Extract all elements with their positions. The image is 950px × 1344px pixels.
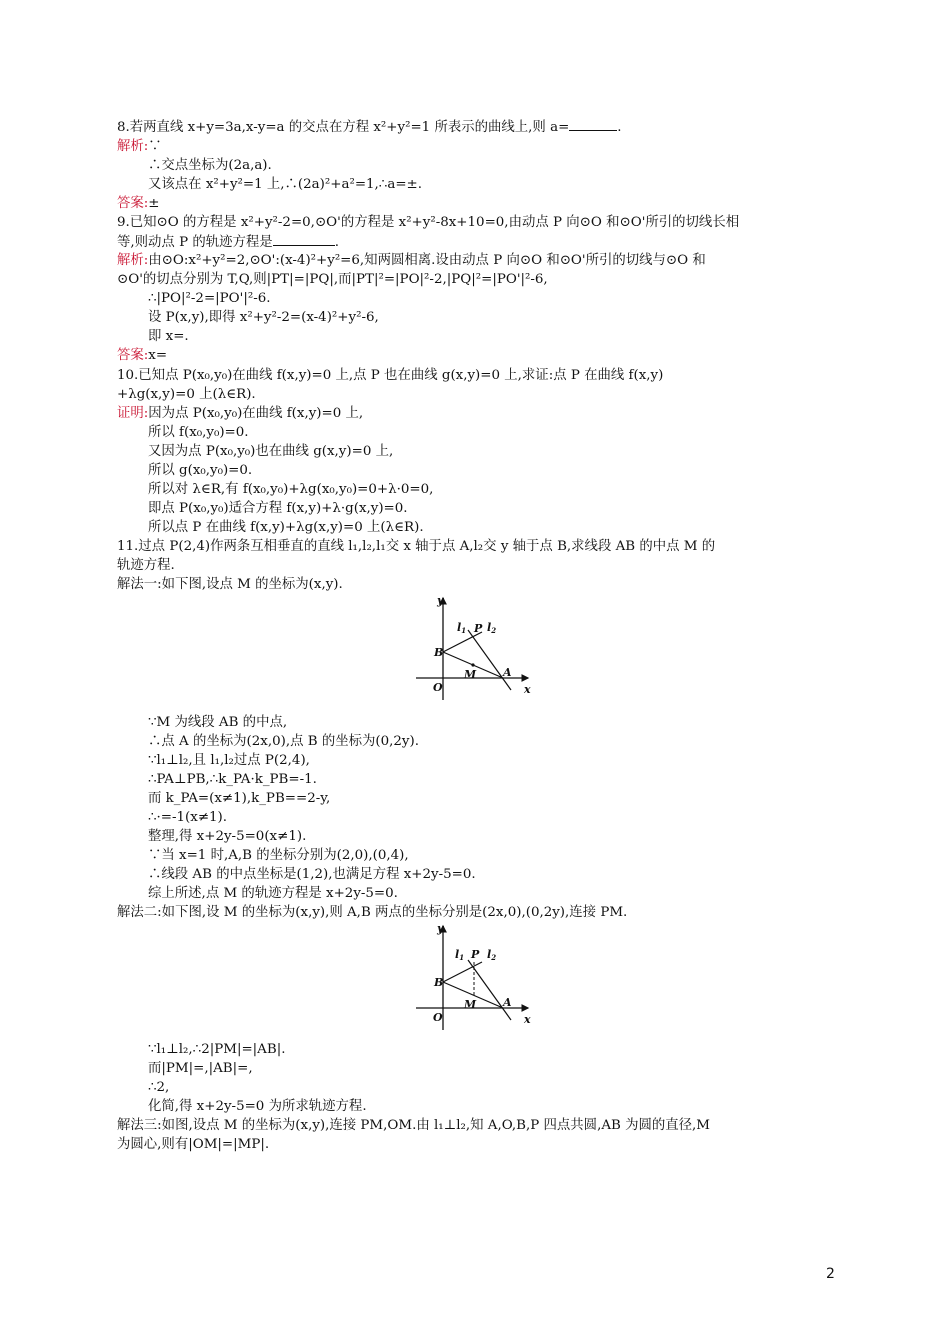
line-text: ∴PA⊥PB,∴k_PA·k_PB=-1. xyxy=(148,772,317,787)
line-text: 解法一:如下图,设点 M 的坐标为(x,y). xyxy=(117,577,343,592)
line-text: 10.已知点 P(x₀,y₀)在曲线 f(x,y)=0 上,点 P 也在曲线 g(x,y)=0 上,求证:点 P 在曲线 f(x,y) xyxy=(117,368,664,383)
line-text: ∴·=-1(x≠1). xyxy=(148,810,228,825)
line-text: 所以 f(x₀,y₀)=0. xyxy=(148,425,249,440)
text-line-q10-pf7 xyxy=(148,518,424,537)
line-text: 整理,得 x+2y-5=0(x≠1). xyxy=(148,829,307,844)
text-line-q11-m1 xyxy=(117,575,343,594)
label-l1: l1 xyxy=(455,948,465,962)
line-text: 9.已知⊙O 的方程是 x²+y²-2=0,⊙O'的方程是 x²+y²-8x+10=0,由动点 P 向⊙O 和⊙O'所引的切线长相 xyxy=(117,215,740,230)
line-text: 而 k_PA=(x≠1),k_PB==2-y, xyxy=(148,791,331,806)
line-text: 解法二:如下图,设 M 的坐标为(x,y),则 A,B 两点的坐标分别是(2x,0),(0,2y),连接 PM. xyxy=(117,905,628,920)
line-text: 化简,得 x+2y-5=0 为所求轨迹方程. xyxy=(148,1099,367,1114)
line-text: ∴交点坐标为(2a,a). xyxy=(148,158,272,173)
text-line-q11-m2b xyxy=(148,1059,253,1078)
line-text: 所以 g(x₀,y₀)=0. xyxy=(148,463,253,478)
text-line-q11-m1i xyxy=(148,865,476,884)
line-text: 8.若两直线 x+y=3a,x-y=a 的交点在方程 x²+y²=1 所表示的曲线上,则 a= xyxy=(117,120,570,135)
text-line-q9-l2 xyxy=(117,232,339,252)
label-y: y xyxy=(437,922,444,935)
label-m: M xyxy=(464,998,477,1011)
text-line-q11-m2c xyxy=(148,1078,169,1097)
text-line-q10-pf6 xyxy=(148,499,408,518)
line-text: ∴点 A 的坐标为(2x,0),点 B 的坐标为(0,2y). xyxy=(148,734,419,749)
line-tail: ∵ xyxy=(148,139,162,154)
section-label: 答案: xyxy=(117,196,149,211)
label-p: P xyxy=(474,622,483,635)
text-line-q10-pf5 xyxy=(148,480,433,499)
label-l2: l2 xyxy=(487,621,497,635)
line-text: 综上所述,点 M 的轨迹方程是 x+2y-5=0. xyxy=(148,886,398,901)
line-text: 解析: xyxy=(117,139,149,154)
line-text: +λg(x,y)=0 上(λ∈R). xyxy=(117,387,256,402)
line-text: 所以对 λ∈R,有 f(x₀,y₀)+λg(x₀,y₀)=0+λ·0=0, xyxy=(148,482,434,497)
text-line-q11-m2 xyxy=(117,903,627,922)
line-text: 即 x=. xyxy=(148,329,189,344)
line-text: ∵l₁⊥l₂,∴2|PM|=|AB|. xyxy=(148,1042,286,1057)
answer-blank xyxy=(273,232,335,246)
text-line-q10-pf2 xyxy=(148,423,249,442)
text-line-q11-m3b xyxy=(117,1135,269,1154)
line-text: 解法三:如图,设点 M 的坐标为(x,y),连接 PM,OM.由 l₁⊥l₂,知 A,O,B,P 四点共圆,AB 为圆的直径,M xyxy=(117,1118,711,1133)
figure-2-diagram xyxy=(410,922,540,1034)
section-label: 证明: xyxy=(117,406,149,421)
label-y: y xyxy=(437,594,444,607)
line-text: 因为点 P(x₀,y₀)在曲线 f(x,y)=0 上, xyxy=(148,406,364,421)
text-line-q8-l2 xyxy=(148,175,422,194)
line-text: 即点 P(x₀,y₀)适合方程 f(x,y)+λ·g(x,y)=0. xyxy=(148,501,408,516)
text-line-q11-m3a xyxy=(117,1116,710,1135)
text-line-q8 xyxy=(117,117,622,137)
text-line-q11-m1d xyxy=(148,770,317,789)
label-a: A xyxy=(503,996,512,1009)
line-text: 等,则动点 P 的轨迹方程是 xyxy=(117,235,273,250)
line-l1 xyxy=(468,630,511,690)
line-text: 设 P(x,y),即得 x²+y²-2=(x-4)²+y²-6, xyxy=(148,310,379,325)
line-text: 而|PM|=,|AB|=, xyxy=(148,1061,253,1076)
text-line-q11-m2d xyxy=(148,1097,367,1116)
line-text: ∵M 为线段 AB 的中点, xyxy=(148,715,288,730)
section-label: 解析: xyxy=(117,253,149,268)
text-line-q11-m2a xyxy=(148,1040,285,1059)
line-text: 11.过点 P(2,4)作两条互相垂直的直线 l₁,l₂,l₁交 x 轴于点 A,l₂交 y 轴于点 B,求线段 AB 的中点 M 的 xyxy=(117,539,716,554)
line-text: 为圆心,则有|OM|=|MP|. xyxy=(117,1137,270,1152)
line-text: 又该点在 x²+y²=1 上,∴(2a)²+a²=1,∴a=±. xyxy=(148,177,423,192)
text-line-q11-m1h xyxy=(148,846,409,865)
text-line-q10-l2 xyxy=(117,385,256,404)
label-m: M xyxy=(464,668,477,681)
text-line-q9-sol5 xyxy=(148,327,189,346)
text-line-q11-m1e xyxy=(148,789,330,808)
text-line-q9-sol2 xyxy=(117,270,548,289)
text-line-q8-l1 xyxy=(148,156,272,175)
line-text: ⊙O'的切点分别为 T,Q,则|PT|=|PQ|,而|PT|²=|PO|²-2,|PQ|²=|PO'|²-6, xyxy=(117,272,548,287)
text-line-q11-m1f xyxy=(148,808,227,827)
text-line-q11-m1c xyxy=(148,751,310,770)
text-line-q11-m1a xyxy=(148,713,287,732)
text-line-q11-m1g xyxy=(148,827,306,846)
text-line-q11-l1 xyxy=(117,537,715,556)
label-o: O xyxy=(433,1011,443,1024)
line-text: x= xyxy=(148,348,168,363)
line-text: ∴2, xyxy=(148,1080,170,1095)
line-text: ∵l₁⊥l₂,且 l₁,l₂过点 P(2,4), xyxy=(148,753,310,768)
text-line-q9-sol3 xyxy=(148,289,271,308)
text-line-q9-ans xyxy=(117,346,167,365)
text-line-q8-sol-label xyxy=(117,137,162,156)
label-o: O xyxy=(433,681,443,694)
line-text: 由⊙O:x²+y²=2,⊙O':(x-4)²+y²=6,知两圆相离.设由动点 P 向⊙O 和⊙O'所引的切线与⊙O 和 xyxy=(148,253,706,268)
text-line-q11-l2 xyxy=(117,556,175,575)
line-text: ± xyxy=(148,196,160,211)
label-a: A xyxy=(503,666,512,679)
label-x: x xyxy=(524,1013,531,1026)
text-line-q10-pf3 xyxy=(148,442,393,461)
text-line-q9-sol4 xyxy=(148,308,379,327)
line-text: 所以点 P 在曲线 f(x,y)+λg(x,y)=0 上(λ∈R). xyxy=(148,520,424,535)
text-line-q9-sol1 xyxy=(117,251,706,270)
label-b: B xyxy=(434,976,444,989)
section-label: 答案: xyxy=(117,348,149,363)
label-l2: l2 xyxy=(487,948,497,962)
text-line-q11-m1j xyxy=(148,884,398,903)
text-line-q10-pf1 xyxy=(117,404,363,423)
answer-blank xyxy=(569,117,617,131)
label-p: P xyxy=(471,948,480,961)
page-number: 2 xyxy=(826,1266,835,1282)
text-line-q8-ans xyxy=(117,194,160,213)
text-line-q9-l1 xyxy=(117,213,739,232)
text-line-q11-m1b xyxy=(148,732,419,751)
line-tail: . xyxy=(334,235,339,250)
line-text: ∴|PO|²-2=|PO'|²-6. xyxy=(148,291,271,306)
label-x: x xyxy=(524,683,531,696)
line-text: ∴线段 AB 的中点坐标是(1,2),也满足方程 x+2y-5=0. xyxy=(148,867,476,882)
label-b: B xyxy=(434,646,444,659)
label-l1: l1 xyxy=(457,621,467,635)
text-line-q10-l1 xyxy=(117,366,663,385)
point-m xyxy=(471,663,474,666)
line-text: ∵当 x=1 时,A,B 的坐标分别为(2,0),(0,4), xyxy=(148,848,409,863)
line-text: 又因为点 P(x₀,y₀)也在曲线 g(x,y)=0 上, xyxy=(148,444,394,459)
line-text: 轨迹方程. xyxy=(117,558,175,573)
text-line-q10-pf4 xyxy=(148,461,252,480)
figure-1-diagram xyxy=(410,594,540,706)
line-tail: . xyxy=(617,120,622,135)
